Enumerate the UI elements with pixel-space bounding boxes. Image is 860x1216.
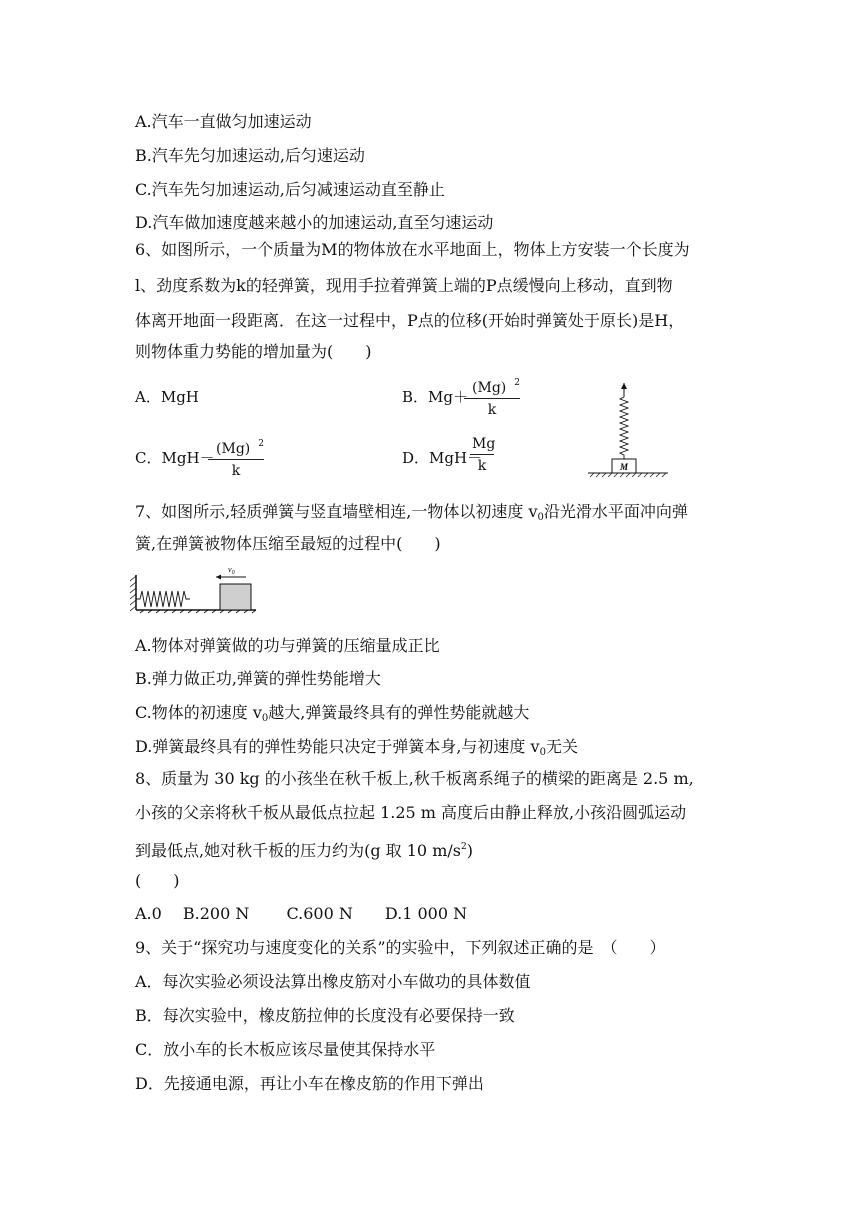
ground-hatching bbox=[590, 473, 666, 477]
q9-option-a: A．每次实验必须设法算出橡皮筋对小车做功的具体数值 bbox=[135, 972, 531, 991]
q7-option-c-text-b: 越大,弹簧最终具有的弹性势能就越大 bbox=[268, 703, 530, 722]
q9-option-b: B．每次实验中，橡皮筋拉伸的长度没有必要保持一致 bbox=[135, 1006, 515, 1025]
q8-options: A.0 B.200 N C.600 N D.1 000 N bbox=[135, 904, 468, 923]
q8-stem-line-1: 8、质量为 30 kg 的小孩坐在秋千板上,秋千板离系绳子的横梁的距离是 2.5 m, bbox=[135, 769, 694, 788]
q7-option-c-subscript: 0 bbox=[261, 713, 269, 724]
q6-stem-line-2: l、劲度系数为k的轻弹簧，现用手拉着弹簧上端的P点缓慢向上移动，直到物 bbox=[135, 276, 673, 295]
q9-stem: 9、关于“探究功与速度变化的关系”的实验中，下列叙述正确的是 （ ） bbox=[135, 938, 666, 957]
q7-wall-spring-block-figure bbox=[128, 563, 258, 613]
q6-option-c-fraction bbox=[208, 436, 264, 479]
q6-stem-line-4: 则物体重力势能的增加量为( ) bbox=[135, 342, 372, 361]
fraction-numerator: (Mg) bbox=[216, 441, 251, 457]
q6-spring-mass-figure bbox=[588, 383, 668, 483]
velocity-arrow-head-icon bbox=[216, 575, 221, 580]
q5-option-d: D.汽车做加速度越来越小的加速运动,直至匀速运动 bbox=[135, 213, 494, 232]
fraction-exponent: 2 bbox=[258, 439, 264, 449]
moving-block bbox=[220, 584, 251, 610]
fraction-denominator: k bbox=[477, 458, 487, 474]
vertical-spring bbox=[620, 397, 628, 459]
fraction-numerator: Mg bbox=[470, 436, 494, 455]
wall-hatching bbox=[130, 576, 136, 611]
q8-stem-line-3 bbox=[135, 837, 473, 861]
q6-option-c-prefix: C．MgH－ bbox=[135, 449, 215, 467]
q7-option-d-text-b: 无关 bbox=[545, 737, 578, 756]
q5-option-c: C.汽车先匀加速运动,后匀减速运动直至静止 bbox=[135, 180, 445, 199]
q6-option-a: A．MgH bbox=[135, 388, 199, 406]
fraction-numerator: (Mg) bbox=[472, 380, 507, 396]
q7-option-c-text-a: C.物体的初速度 v bbox=[135, 703, 262, 722]
q7-stem-line-1 bbox=[135, 502, 688, 528]
q7-option-c bbox=[135, 703, 529, 729]
horizontal-spring bbox=[136, 591, 190, 607]
q7-option-d-subscript: 0 bbox=[539, 747, 546, 758]
q8-answer-blank: ( ) bbox=[135, 871, 180, 890]
q7-stem-subscript: 0 bbox=[537, 512, 544, 523]
q5-option-a: A.汽车一直做匀加速运动 bbox=[135, 112, 312, 131]
q6-option-b-fraction bbox=[464, 375, 520, 418]
q7-stem-text-b: 沿光滑水平面冲向弹 bbox=[543, 502, 688, 521]
q9-option-d: D．先接通电源，再让小车在橡皮筋的作用下弹出 bbox=[135, 1074, 484, 1093]
mass-label: M bbox=[619, 462, 629, 472]
velocity-label: $v_0$ bbox=[228, 565, 235, 576]
q5-option-b: B.汽车先匀加速运动,后匀速运动 bbox=[135, 146, 365, 165]
q6-option-d-prefix: D．MgH－ bbox=[402, 449, 483, 467]
q8-stem-text-b: ) bbox=[466, 841, 473, 860]
fraction-exponent: 2 bbox=[514, 378, 520, 388]
q9-option-c: C．放小车的长木板应该尽量使其保持水平 bbox=[135, 1040, 436, 1059]
q8-stem-text-a: 到最低点,她对秋千板的压力约为(g 取 10 m/s bbox=[135, 841, 461, 860]
q7-option-a: A.物体对弹簧做的功与弹簧的压缩量成正比 bbox=[135, 636, 440, 655]
q6-stem-line-1: 6、如图所示，一个质量为M的物体放在水平地面上，物体上方安装一个长度为 bbox=[135, 240, 690, 259]
fraction-denominator: k bbox=[231, 463, 241, 479]
q7-option-d-text-a: D.弹簧最终具有的弹性势能只决定于弹簧本身,与初速度 v bbox=[135, 737, 540, 756]
q6-option-d-fraction bbox=[470, 436, 494, 474]
q6-stem-line-3: 体离开地面一段距离．在这一过程中，P点的位移(开始时弹簧处于原长)是H， bbox=[135, 311, 685, 330]
q8-stem-line-2: 小孩的父亲将秋千板从最低点拉起 1.25 m 高度后由静止释放,小孩沿圆弧运动 bbox=[135, 803, 687, 822]
q7-stem-text-a: 7、如图所示,轻质弹簧与竖直墙壁相连,一物体以初速度 v bbox=[135, 502, 538, 521]
q7-stem-line-2: 簧,在弹簧被物体压缩至最短的过程中( ) bbox=[135, 534, 441, 553]
q6-option-b-prefix: B．Mg＋ bbox=[402, 388, 468, 406]
q8-stem-superscript: 2 bbox=[460, 842, 467, 852]
pull-arrow-head-icon bbox=[621, 383, 627, 389]
fraction-denominator: k bbox=[487, 402, 497, 418]
q7-option-b: B.弹力做正功,弹簧的弹性势能增大 bbox=[135, 669, 381, 688]
q7-option-d bbox=[135, 737, 578, 763]
